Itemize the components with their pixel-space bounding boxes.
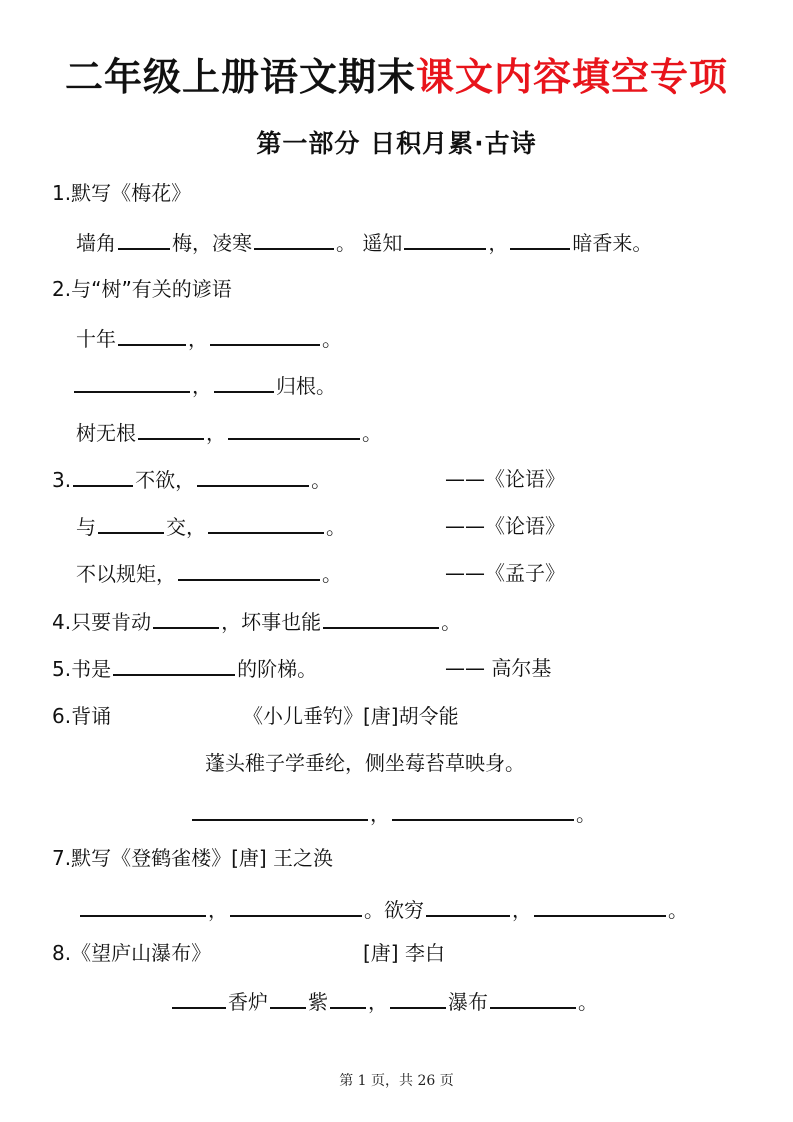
source-lunyu: ——《论语》: [445, 467, 565, 491]
blank[interactable]: [73, 465, 133, 487]
blank[interactable]: [390, 987, 446, 1009]
text: 4.只要肯动: [52, 610, 152, 634]
question-7-heading: 7.默写《登鹤雀楼》[唐] 王之涣: [52, 846, 334, 870]
text: 交，: [166, 515, 206, 539]
text: 瀑布: [448, 990, 488, 1014]
text: 3.: [52, 468, 72, 492]
blank[interactable]: [118, 324, 186, 346]
question-6-heading: 6.背诵: [52, 704, 112, 728]
text: 。: [311, 468, 332, 492]
question-1-heading: 1.默写《梅花》: [52, 181, 192, 205]
text: ，: [512, 898, 532, 922]
text: 。: [576, 802, 596, 826]
question-8-heading: 8.《望庐山瀑布》: [52, 941, 212, 965]
poem-line: 蓬头稚子学垂纶，侧坐莓苔草映身。: [205, 751, 525, 775]
question-2-line-2: [74, 371, 336, 399]
blank[interactable]: [74, 371, 190, 393]
text: 的阶梯。: [237, 657, 318, 681]
blank[interactable]: [80, 895, 206, 917]
question-3-line-1: [52, 465, 331, 493]
blank[interactable]: [323, 607, 439, 629]
blank[interactable]: [192, 799, 368, 821]
text: 树无根: [76, 421, 136, 445]
source-lunyu: ——《论语》: [445, 514, 565, 538]
text: ，: [368, 990, 388, 1014]
blank[interactable]: [254, 228, 334, 250]
blank[interactable]: [534, 895, 666, 917]
source-gorky: —— 高尔基: [445, 656, 552, 680]
text: 十年: [76, 327, 116, 351]
text: 紫: [308, 990, 328, 1014]
blank[interactable]: [426, 895, 510, 917]
blank[interactable]: [172, 987, 226, 1009]
text: 梅，凌寒: [172, 231, 252, 255]
blank[interactable]: [228, 418, 360, 440]
blank[interactable]: [330, 987, 366, 1009]
text: 。 遥知: [336, 231, 403, 255]
text: 。: [322, 327, 342, 351]
text: 与: [76, 515, 96, 539]
blank[interactable]: [98, 512, 164, 534]
poem-author: [唐] 李白: [363, 941, 445, 965]
text: 暗香来。: [572, 231, 653, 255]
text: ，: [488, 231, 509, 255]
text: 不以规矩，: [76, 562, 176, 586]
question-1-line: [76, 228, 652, 256]
text: ，: [206, 421, 226, 445]
document-title: [0, 46, 793, 101]
text: ，: [188, 327, 208, 351]
blank[interactable]: [214, 371, 274, 393]
blank[interactable]: [490, 987, 576, 1009]
poem-title-xiaoer: 《小儿垂钓》[唐]胡令能: [243, 704, 459, 728]
question-4-line: [52, 607, 461, 635]
text: 。: [668, 898, 688, 922]
text: ，: [208, 898, 228, 922]
question-7-line: [80, 895, 688, 923]
text: 5.书是: [52, 657, 112, 681]
blank[interactable]: [153, 607, 219, 629]
text: 。欲穷: [364, 898, 424, 922]
text: 墙角: [76, 231, 116, 255]
question-6-blanks: [192, 799, 596, 827]
question-5-line: [52, 654, 317, 682]
text: 不欲，: [135, 468, 196, 492]
blank[interactable]: [210, 324, 320, 346]
blank[interactable]: [510, 228, 570, 250]
blank[interactable]: [404, 228, 486, 250]
blank[interactable]: [230, 895, 362, 917]
blank[interactable]: [113, 654, 235, 676]
text: 。: [362, 421, 382, 445]
title-black: 二年级上册语文期末: [64, 55, 416, 99]
text: ，: [370, 802, 390, 826]
blank[interactable]: [138, 418, 204, 440]
section-subtitle: 第一部分 日积月累·古诗: [256, 129, 537, 158]
question-2-line-1: [76, 324, 342, 352]
question-2-line-3: [76, 418, 382, 446]
blank[interactable]: [178, 559, 320, 581]
text: ，坏事也能: [221, 610, 322, 634]
question-3-line-2: [76, 512, 346, 540]
question-2-heading: 2.与“树”有关的谚语: [52, 277, 232, 301]
text: 香炉: [228, 990, 268, 1014]
text: 。: [441, 610, 462, 634]
blank[interactable]: [118, 228, 170, 250]
text: 。: [326, 515, 346, 539]
text: 。: [578, 990, 598, 1014]
page-footer: 第 1 页，共 26 页: [339, 1073, 454, 1089]
question-8-line: [172, 987, 598, 1015]
blank[interactable]: [392, 799, 574, 821]
blank[interactable]: [208, 512, 324, 534]
source-mengzi: ——《孟子》: [445, 561, 565, 585]
blank[interactable]: [197, 465, 309, 487]
title-red: 课文内容填空专项: [416, 55, 729, 99]
text: 。: [322, 562, 342, 586]
text: ，: [192, 374, 212, 398]
question-3-line-3: [76, 559, 342, 587]
blank[interactable]: [270, 987, 306, 1009]
text: 归根。: [276, 374, 336, 398]
